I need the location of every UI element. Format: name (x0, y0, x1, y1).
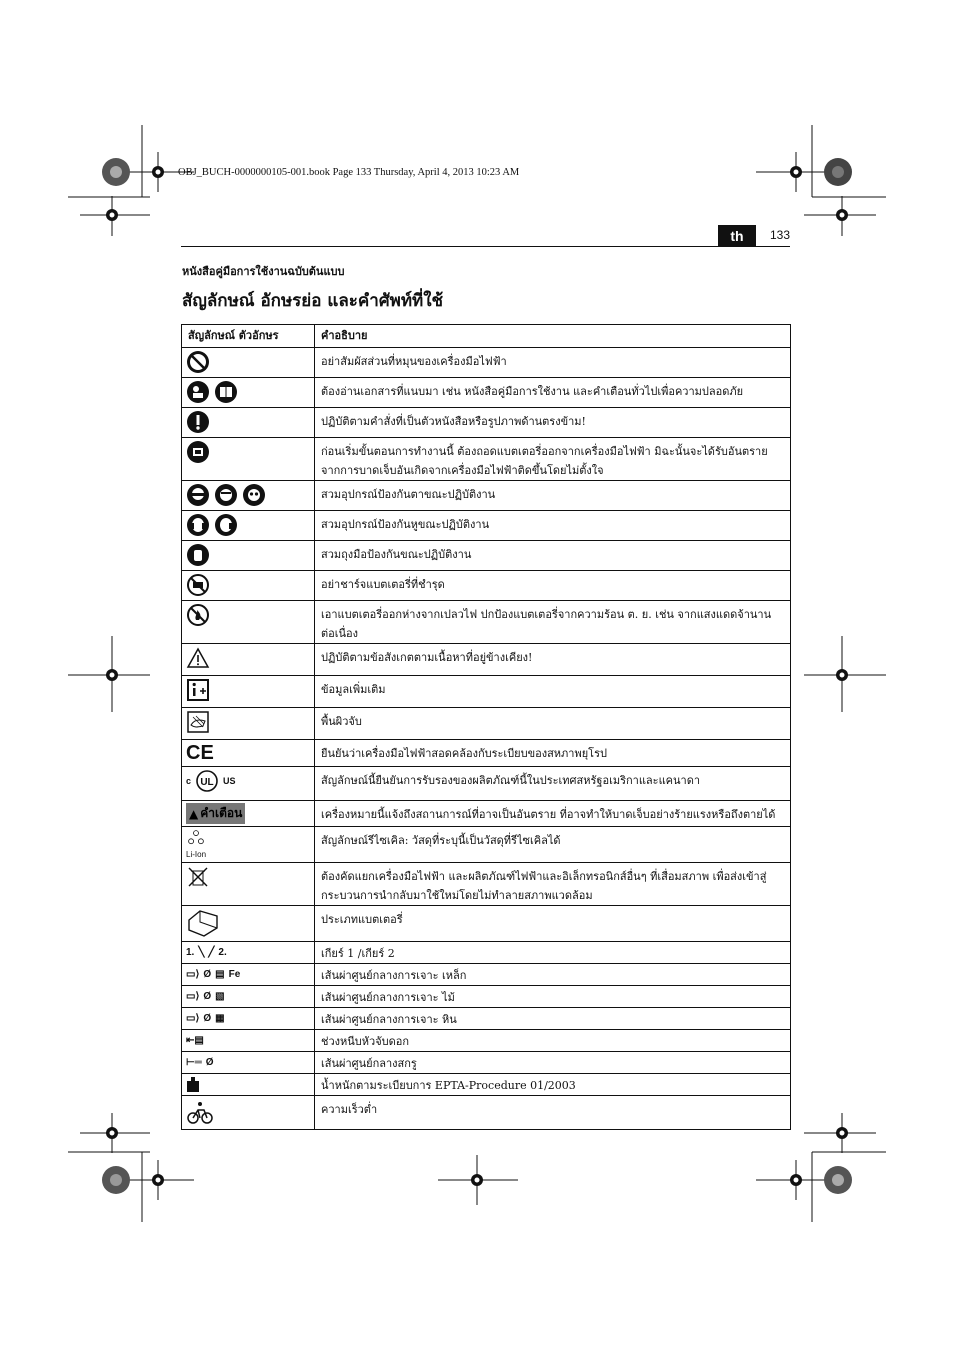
language-badge: th (718, 225, 756, 247)
table-row (182, 571, 791, 601)
table-row (182, 1030, 791, 1052)
row-description: น้ำหนักตามระเบียบการ EPTA-Procedure 01/2003 (315, 1074, 791, 1096)
row-description: เกียร์ 1 /เกียร์ 2 (315, 942, 791, 964)
warning-small-icon: ▲ (189, 806, 199, 821)
table-row: ▭⟩ Ø ▧ เส้นผ่าศูนย์กลางการเจาะ ไม้ (182, 986, 791, 1008)
screw-icon: ⊢═ (186, 1056, 202, 1068)
bicycle-speed-icon (186, 1098, 214, 1126)
exclamation-icon (186, 410, 210, 434)
table-row (182, 801, 791, 827)
subtitle: หนังสือคู่มือการใช้งานฉบับต้นแบบ (182, 265, 345, 278)
page-title: สัญลักษณ์ อักษรย่อ และคำศัพท์ที่ใช้ (182, 291, 444, 311)
row-description: ก่อนเริ่มขั้นตอนการทำงานนี้ ต้องถอดแบตเตอรี่ออกจากเครื่องมือไฟฟ้า มิฉะนั้นจะได้รับอันตรายจากการบาดเจ็บอันเกิดจากเครื่องมือไฟฟ้าติดขึ้นโดยไม่ตั้งใจ (315, 438, 791, 481)
book-icon (214, 380, 238, 404)
row-description: ต้องอ่านเอกสารที่แนบมา เช่น หนังสือคู่มือการใช้งาน และคำเตือนทั่วไปเพื่อความปลอดภัย (315, 378, 791, 408)
ce-mark-icon: CE (186, 742, 214, 764)
table-row (182, 541, 791, 571)
row-description: อย่าชาร์จแบตเตอรี่ที่ชำรุด (315, 571, 791, 601)
row-description: เส้นผ่าศูนย์กลางการเจาะ เหล็ก (315, 964, 791, 986)
table-row (182, 481, 791, 511)
li-ion-label: Li-Ion (186, 850, 207, 859)
row-description: ปฏิบัติตามข้อสังเกตตามเนื้อหาที่อยู่ข้างเคียง! (315, 644, 791, 676)
table-row (182, 644, 791, 676)
table-row (182, 740, 791, 767)
row-description: อย่าสัมผัสส่วนที่หมุนของเครื่องมือไฟฟ้า (315, 348, 791, 378)
table-row: ▭⟩ Ø ▤ Fe เส้นผ่าศูนย์กลางการเจาะ เหล็ก (182, 964, 791, 986)
steel-icon: ▤ (215, 968, 225, 980)
table-header-row (182, 325, 791, 348)
table-row (182, 827, 791, 863)
column-header-description: คำอธิบาย (315, 325, 791, 348)
table-row (182, 942, 791, 964)
no-touch-rotating-icon (186, 350, 210, 374)
weight-icon (186, 1076, 200, 1092)
recycle-icon (186, 829, 206, 847)
drill-bit-icon: ▭⟩ (186, 990, 200, 1002)
gloves-icon (186, 543, 210, 567)
ear-protection-icon (186, 513, 210, 537)
drill-bit-icon: ▭⟩ (186, 968, 200, 980)
row-description: เส้นผ่าศูนย์กลางการเจาะ หิน (315, 1008, 791, 1030)
warning-triangle-icon (186, 646, 210, 670)
row-description: เครื่องหมายนี้แจ้งถึงสถานการณ์ที่อาจเป็นอันตราย ที่อาจทำให้บาดเจ็บอย่างร้ายแรงหรือถึงตายได้ (315, 801, 791, 827)
masonry-icon: ▦ (215, 1012, 225, 1024)
row-description: ช่วงหนีบหัวจับดอก (315, 1030, 791, 1052)
gear-2-label: 2. (218, 946, 227, 958)
warning-badge: ▲ คำเตือน (186, 803, 245, 824)
row-description: เส้นผ่าศูนย์กลางการเจาะ ไม้ (315, 986, 791, 1008)
table-row (182, 378, 791, 408)
row-description: ต้องคัดแยกเครื่องมือไฟฟ้า และผลิตภัณฑ์ไฟฟ้าและอิเล็กทรอนิกส์อื่นๆ ที่เสื่อมสภาพ เพื่อส่งเข้าสู่กระบวนการนำกลับมาใช้ใหม่โดยไม่ทำลายสภาพแวดล้อม (315, 863, 791, 906)
table-row (182, 348, 791, 378)
table-row (182, 906, 791, 942)
info-icon (186, 678, 210, 702)
row-description: สัญลักษณ์รีไซเคิล: วัสดุที่ระบุนี้เป็นวัสดุที่รีไซเคิลได้ (315, 827, 791, 863)
table-row (182, 601, 791, 644)
row-description: สวมอุปกรณ์ป้องกันตาขณะปฏิบัติงาน (315, 481, 791, 511)
chuck-range-icon: ⇤▤ (186, 1034, 204, 1046)
drill-bit-icon: ▭⟩ (186, 1012, 200, 1024)
ul-certification-icon (195, 769, 219, 793)
table-row (182, 676, 791, 708)
battery-type-icon (186, 908, 220, 938)
row-description: สวมถุงมือป้องกันขณะปฏิบัติงาน (315, 541, 791, 571)
wood-icon: ▧ (215, 990, 225, 1002)
row-description: สวมอุปกรณ์ป้องกันหูขณะปฏิบัติงาน (315, 511, 791, 541)
row-description: เส้นผ่าศูนย์กลางสกรู (315, 1052, 791, 1074)
table-row (182, 863, 791, 906)
face-shield-icon (214, 483, 238, 507)
remove-battery-icon (186, 440, 210, 464)
print-info: OBJ_BUCH-0000000105-001.book Page 133 Thursday, April 4, 2013 10:23 AM (178, 167, 520, 178)
row-description: ประเภทแบตเตอรี่ (315, 906, 791, 942)
row-description: ความเร็วต่ำ (315, 1096, 791, 1130)
safety-glasses-icon (242, 483, 266, 507)
ear-muffs-icon (214, 513, 238, 537)
row-description: สัญลักษณ์นี้ยืนยันการรับรองของผลิตภัณฑ์นี้ในประเทศสหรัฐอเมริกาและแคนาดา (315, 767, 791, 801)
row-description: พื้นผิวจับ (315, 708, 791, 740)
table-row: ▭⟩ Ø ▦ เส้นผ่าศูนย์กลางการเจาะ หิน (182, 1008, 791, 1030)
table-row: ⊢═ Ø เส้นผ่าศูนย์กลางสกรู (182, 1052, 791, 1074)
crossed-bin-icon (186, 865, 210, 889)
no-charge-damaged-battery-icon (186, 573, 210, 597)
row-description: ข้อมูลเพิ่มเติม (315, 676, 791, 708)
row-description: เอาแบตเตอรี่ออกห่างจากเปลวไฟ ปกป้องแบตเตอรี่จากความร้อน ต. ย. เช่น จากแสงแดดจ้านานต่อเนื่อง (315, 601, 791, 644)
gear-1-label: 1. (186, 946, 195, 958)
column-header-symbol: สัญลักษณ์ ตัวอักษร (182, 325, 315, 348)
read-manual-icon (186, 380, 210, 404)
grip-surface-icon (186, 710, 210, 734)
ul-us-label: US (223, 776, 236, 786)
header-rule (181, 246, 790, 247)
no-fire-battery-icon (186, 603, 210, 627)
row-description: ยืนยันว่าเครื่องมือไฟฟ้าสอดคล้องกับระเบียบของสหภาพยุโรป (315, 740, 791, 767)
table-row (182, 708, 791, 740)
page-number: 133 (770, 228, 791, 242)
table-row (182, 511, 791, 541)
goggles-icon (186, 483, 210, 507)
gear-1-icon: ╲ (198, 946, 205, 958)
ul-c-label: c (186, 776, 192, 786)
table-row (182, 767, 791, 801)
table-row (182, 1096, 791, 1130)
gear-2-icon: ╱ (208, 946, 215, 958)
row-description: ปฏิบัติตามคำสั่งที่เป็นตัวหนังสือหรือรูปภาพด้านตรงข้าม! (315, 408, 791, 438)
symbols-table (181, 324, 791, 1130)
svg-text:UL: UL (200, 777, 214, 788)
table-row (182, 1074, 791, 1096)
table-row (182, 408, 791, 438)
table-row (182, 438, 791, 481)
